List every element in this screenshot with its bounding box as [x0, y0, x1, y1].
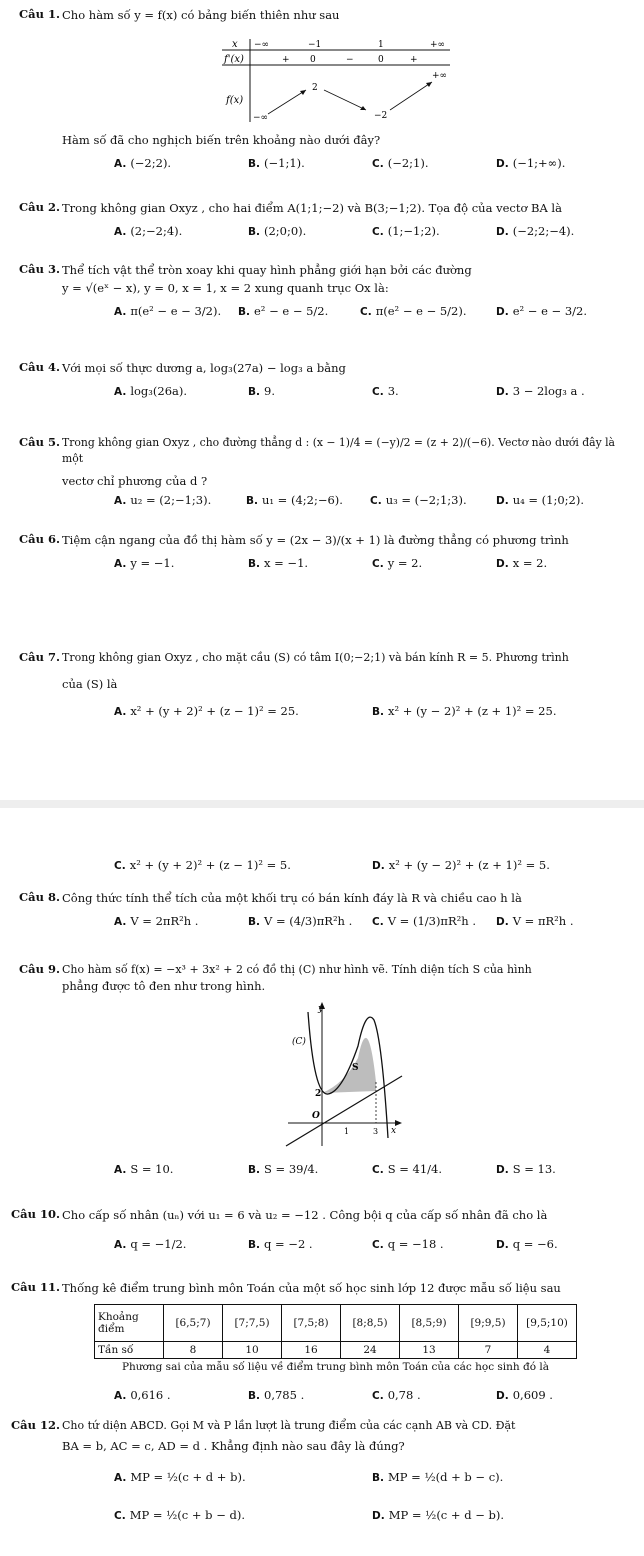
question-number: Câu 9.	[19, 962, 60, 976]
question-number: Câu 3.	[19, 262, 60, 276]
page-break	[0, 800, 644, 808]
freq-cell: 13	[400, 1342, 459, 1359]
f-value: −∞	[253, 113, 269, 123]
question-text: Thể tích vật thể tròn xoay khi quay hình phẳng giới hạn bởi các đường	[62, 263, 472, 277]
question-11	[11, 1280, 638, 1296]
options	[62, 1388, 638, 1408]
option-a[interactable]: A. MP = ½(c + d + b).	[114, 1470, 246, 1484]
tick-1: 1	[344, 1127, 350, 1136]
stats-table-wrap	[94, 1304, 577, 1373]
option-a[interactable]: A. (2;−2;4).	[114, 224, 183, 238]
option-c[interactable]: C. 0,78 .	[372, 1388, 421, 1402]
option-c[interactable]: C. (−2;1).	[372, 156, 429, 170]
freq-cell: 8	[164, 1342, 223, 1359]
question-number: Câu 1.	[19, 7, 60, 21]
option-c[interactable]: C. S = 41/4.	[372, 1162, 443, 1176]
option-a[interactable]: A. q = −1/2.	[114, 1237, 187, 1251]
sign: 0	[310, 55, 316, 65]
table-f-label: f(x)	[226, 95, 244, 106]
x-value: −1	[308, 40, 322, 50]
table-caption: Phương sai của mẫu số liệu về điểm trung bình môn Toán của các học sinh đó là	[121, 1361, 550, 1373]
option-b[interactable]: B. e² − e − 5/2.	[238, 304, 329, 318]
question-subtext: Hàm số đã cho nghịch biến trên khoảng nào dưới đây?	[62, 133, 381, 147]
freq-cell: 7	[459, 1342, 518, 1359]
option-d[interactable]: D. x = 2.	[496, 556, 548, 570]
y-axis-label: y	[318, 1004, 324, 1014]
question-5	[19, 435, 638, 513]
sign: +	[282, 55, 290, 65]
question-number: Câu 4.	[19, 360, 60, 374]
option-a[interactable]: A. (−2;2).	[114, 156, 172, 170]
f-value: −2	[374, 111, 388, 121]
option-a[interactable]: A. log₃(26a).	[114, 384, 188, 398]
sign: −	[346, 55, 354, 65]
question-12	[11, 1418, 638, 1528]
tick-3: 3	[373, 1127, 379, 1136]
question-1-sub	[62, 132, 638, 176]
question-7-continued	[62, 858, 638, 878]
range-cell: [9;9,5)	[459, 1305, 518, 1342]
question-number: Câu 11.	[11, 1280, 60, 1294]
option-b[interactable]: B. u₁ = (4;2;−6).	[246, 493, 343, 507]
option-b[interactable]: B. x = −1.	[248, 556, 309, 570]
options	[62, 1237, 638, 1257]
question-4	[19, 360, 638, 404]
variation-table	[222, 36, 452, 124]
option-d[interactable]: D. 0,609 .	[496, 1388, 553, 1402]
sign: 0	[378, 55, 384, 65]
question-text: Công thức tính thể tích của một khối trụ có bán kính đáy là R và chiều cao h là	[62, 891, 522, 905]
option-b[interactable]: B. S = 39/4.	[248, 1162, 319, 1176]
option-a[interactable]: A. x² + (y + 2)² + (z − 1)² = 25.	[114, 704, 299, 718]
question-number: Câu 2.	[19, 200, 60, 214]
range-cell: [9,5;10)	[518, 1305, 577, 1342]
options	[62, 704, 638, 724]
option-b[interactable]: B. 9.	[248, 384, 275, 398]
sign: +	[410, 55, 418, 65]
option-c[interactable]: C. MP = ½(c + b − d).	[114, 1508, 245, 1522]
question-text: Cho hàm số f(x) = −x³ + 3x² + 2 có đồ thị (C) như hình vẽ. Tính diện tích S của hình	[62, 963, 532, 976]
question-text: Cho cấp số nhân (uₙ) với u₁ = 6 và u₂ = −12 . Công bội q của cấp số nhân đã cho là	[62, 1208, 548, 1222]
option-a[interactable]: A. V = 2πR²h .	[114, 914, 199, 928]
question-6	[19, 532, 638, 576]
question-number: Câu 6.	[19, 532, 60, 546]
tick-2: 2	[315, 1089, 322, 1099]
option-c[interactable]: C. u₃ = (−2;1;3).	[370, 493, 467, 507]
option-d[interactable]: D. 3 − 2log₃ a .	[496, 384, 585, 398]
question-text: Cho tứ diện ABCD. Gọi M và P lần lượt là trung điểm của các cạnh AB và CD. Đặt	[62, 1419, 516, 1432]
options	[62, 224, 638, 244]
x-axis-label: x	[391, 1126, 397, 1136]
x-value: +∞	[430, 40, 446, 50]
option-d[interactable]: D. S = 13.	[496, 1162, 556, 1176]
option-b[interactable]: B. MP = ½(d + b − c).	[372, 1470, 504, 1484]
options	[62, 493, 638, 513]
option-d[interactable]: D. q = −6.	[496, 1237, 558, 1251]
freq-cell: 24	[341, 1342, 400, 1359]
option-d[interactable]: D. V = πR²h .	[496, 914, 574, 928]
curve-label: (C)	[292, 1037, 306, 1047]
question-text: Trong không gian Oxyz , cho đường thẳng d : (x − 1)/4 = (−y)/2 = (z + 2)/(−6). Vectơ nào dưới đây là một	[62, 436, 615, 465]
question-1	[19, 7, 638, 23]
question-subtext: vectơ chỉ phương của d ?	[62, 474, 208, 488]
x-value: 1	[378, 40, 384, 50]
question-text: Thống kê điểm trung bình môn Toán của một số học sinh lớp 12 được mẫu số liệu sau	[62, 1281, 561, 1295]
option-c[interactable]: C. x² + (y + 2)² + (z − 1)² = 5.	[114, 858, 291, 872]
range-cell: [6,5;7)	[164, 1305, 223, 1342]
option-a[interactable]: A. π(e² − e − 3/2).	[114, 304, 222, 318]
function-graph	[278, 1000, 408, 1150]
option-c[interactable]: C. V = (1/3)πR²h .	[372, 914, 476, 928]
question-7	[19, 650, 638, 724]
option-c[interactable]: C. 3.	[372, 384, 399, 398]
option-c[interactable]: C. q = −18 .	[372, 1237, 444, 1251]
range-cell: [8;8,5)	[341, 1305, 400, 1342]
question-10	[11, 1207, 638, 1257]
options	[62, 1162, 638, 1182]
question-number: Câu 7.	[19, 650, 60, 664]
question-text: Trong không gian Oxyz , cho hai điểm A(1;1;−2) và B(3;−1;2). Tọa độ của vectơ BA là	[62, 201, 562, 215]
option-a[interactable]: A. u₂ = (2;−1;3).	[114, 493, 212, 507]
question-9-options	[62, 1162, 638, 1182]
header-freq: Tần số	[95, 1342, 164, 1359]
freq-cell: 16	[282, 1342, 341, 1359]
options	[62, 1508, 638, 1528]
question-3	[19, 262, 638, 324]
range-cell: [8,5;9)	[400, 1305, 459, 1342]
option-d[interactable]: D. MP = ½(c + d − b).	[372, 1508, 505, 1522]
area-label: S	[352, 1063, 359, 1073]
option-b[interactable]: B. 0,785 .	[248, 1388, 305, 1402]
range-cell: [7;7,5)	[223, 1305, 282, 1342]
question-9	[19, 962, 638, 994]
option-b[interactable]: B. (2;0;0).	[248, 224, 307, 238]
option-c[interactable]: C. π(e² − e − 5/2).	[360, 304, 467, 318]
options	[62, 914, 638, 934]
option-d[interactable]: D. (−2;2;−4).	[496, 224, 575, 238]
option-a[interactable]: A. S = 10.	[114, 1162, 174, 1176]
question-number: Câu 8.	[19, 890, 60, 904]
question-text: Trong không gian Oxyz , cho mặt cầu (S) có tâm I(0;−2;1) và bán kính R = 5. Phương trình	[62, 651, 569, 664]
range-cell: [7,5;8)	[282, 1305, 341, 1342]
option-a[interactable]: A. 0,616 .	[114, 1388, 171, 1402]
option-d[interactable]: D. e² − e − 3/2.	[496, 304, 587, 318]
question-number: Câu 10.	[11, 1207, 60, 1221]
f-value: +∞	[432, 71, 448, 81]
options	[62, 1470, 638, 1490]
freq-cell: 4	[518, 1342, 577, 1359]
table-x-label: x	[232, 39, 238, 50]
options	[62, 156, 638, 176]
option-d[interactable]: D. u₄ = (1;0;2).	[496, 493, 585, 507]
question-11-options	[62, 1388, 638, 1408]
option-b[interactable]: B. q = −2 .	[248, 1237, 313, 1251]
question-subtext: BA = b, AC = c, AD = d . Khẳng định nào sau đây là đúng?	[62, 1439, 405, 1453]
stats-table	[94, 1304, 577, 1359]
question-2	[19, 200, 638, 244]
x-value: −∞	[254, 40, 270, 50]
option-b[interactable]: B. x² + (y − 2)² + (z + 1)² = 25.	[372, 704, 557, 718]
option-c[interactable]: C. (1;−1;2).	[372, 224, 440, 238]
option-d[interactable]: D. x² + (y − 2)² + (z + 1)² = 5.	[372, 858, 550, 872]
question-number: Câu 12.	[11, 1418, 60, 1432]
option-d[interactable]: D. (−1;+∞).	[496, 156, 566, 170]
option-b[interactable]: B. V = (4/3)πR²h .	[248, 914, 353, 928]
origin-label: O	[312, 1111, 320, 1121]
question-number: Câu 5.	[19, 435, 60, 449]
question-subtext: y = √(eˣ − x), y = 0, x = 1, x = 2 xung quanh trục Ox là:	[62, 281, 389, 295]
question-subtext: phẳng được tô đen như trong hình.	[62, 979, 266, 993]
option-c[interactable]: C. y = 2.	[372, 556, 423, 570]
question-subtext: của (S) là	[62, 677, 118, 691]
f-value: 2	[312, 83, 318, 93]
options	[62, 304, 638, 324]
options	[62, 384, 638, 404]
freq-cell: 10	[223, 1342, 282, 1359]
question-8	[19, 890, 638, 934]
option-a[interactable]: A. y = −1.	[114, 556, 175, 570]
table-fp-label: f'(x)	[224, 54, 244, 65]
question-text: Tiệm cận ngang của đồ thị hàm số y = (2x − 3)/(x + 1) là đường thẳng có phương trình	[62, 533, 569, 547]
options	[62, 556, 638, 576]
header-ranges: Khoảng điểm	[95, 1305, 164, 1342]
question-text: Với mọi số thực dương a, log₃(27a) − log₃ a bằng	[62, 361, 346, 375]
option-b[interactable]: B. (−1;1).	[248, 156, 305, 170]
question-text: Cho hàm số y = f(x) có bảng biến thiên như sau	[62, 8, 340, 22]
options	[62, 858, 638, 878]
